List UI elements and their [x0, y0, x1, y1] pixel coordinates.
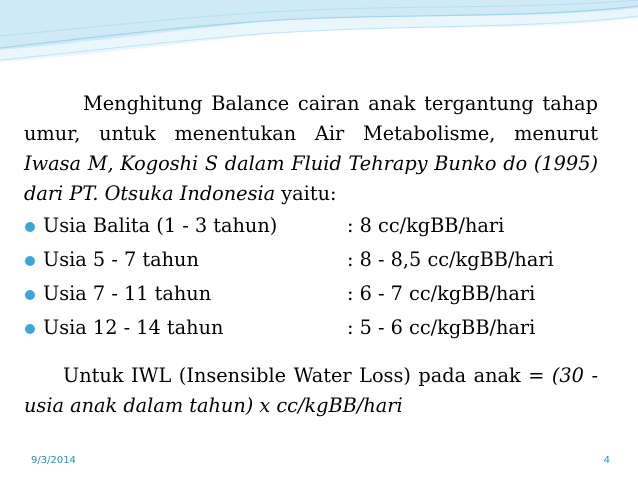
intro-tail: yaitu: [275, 182, 337, 205]
age-label: Usia 12 - 14 tahun [43, 316, 224, 339]
list-item [24, 311, 598, 345]
bullet-icon [25, 256, 35, 266]
rate-value: : 8 cc/kgBB/hari [347, 214, 505, 237]
page-number: 4 [603, 455, 610, 466]
age-label: Usia Balita (1 - 3 tahun) [43, 214, 278, 237]
header-wave-decoration [0, 0, 638, 72]
rate-value: : 5 - 6 cc/kgBB/hari [347, 316, 536, 339]
footer-date: 9/3/2014 [31, 455, 76, 466]
intro-text-1: Menghitung Balance cairan anak tergantung tahap umur, [24, 92, 598, 145]
age-rate-list [24, 209, 598, 345]
age-label: Usia 7 - 11 tahun [43, 282, 212, 305]
iwl-formula: (30 - usia anak dalam tahun) x cc/kgBB/hari [24, 364, 598, 417]
list-item [24, 209, 598, 243]
bullet-icon [25, 290, 35, 300]
intro-text-2: untuk menentukan Air Metabolisme, menurut [99, 122, 598, 145]
intro-citation: Iwasa M, Kogoshi S dalam Fluid Tehrapy Bunko do (1995) dari PT. Otsuka Indonesia [24, 152, 598, 205]
age-label: Usia 5 - 7 tahun [43, 248, 199, 271]
iwl-paragraph [24, 361, 598, 421]
iwl-text: Untuk IWL (Insensible Water Loss) pada anak = [63, 364, 552, 387]
list-item [24, 243, 598, 277]
slide-content [24, 89, 598, 421]
rate-value: : 8 - 8,5 cc/kgBB/hari [347, 248, 554, 271]
list-item [24, 277, 598, 311]
bullet-icon [25, 324, 35, 334]
intro-paragraph [24, 89, 598, 209]
rate-value: : 6 - 7 cc/kgBB/hari [347, 282, 536, 305]
bullet-icon [25, 222, 35, 232]
